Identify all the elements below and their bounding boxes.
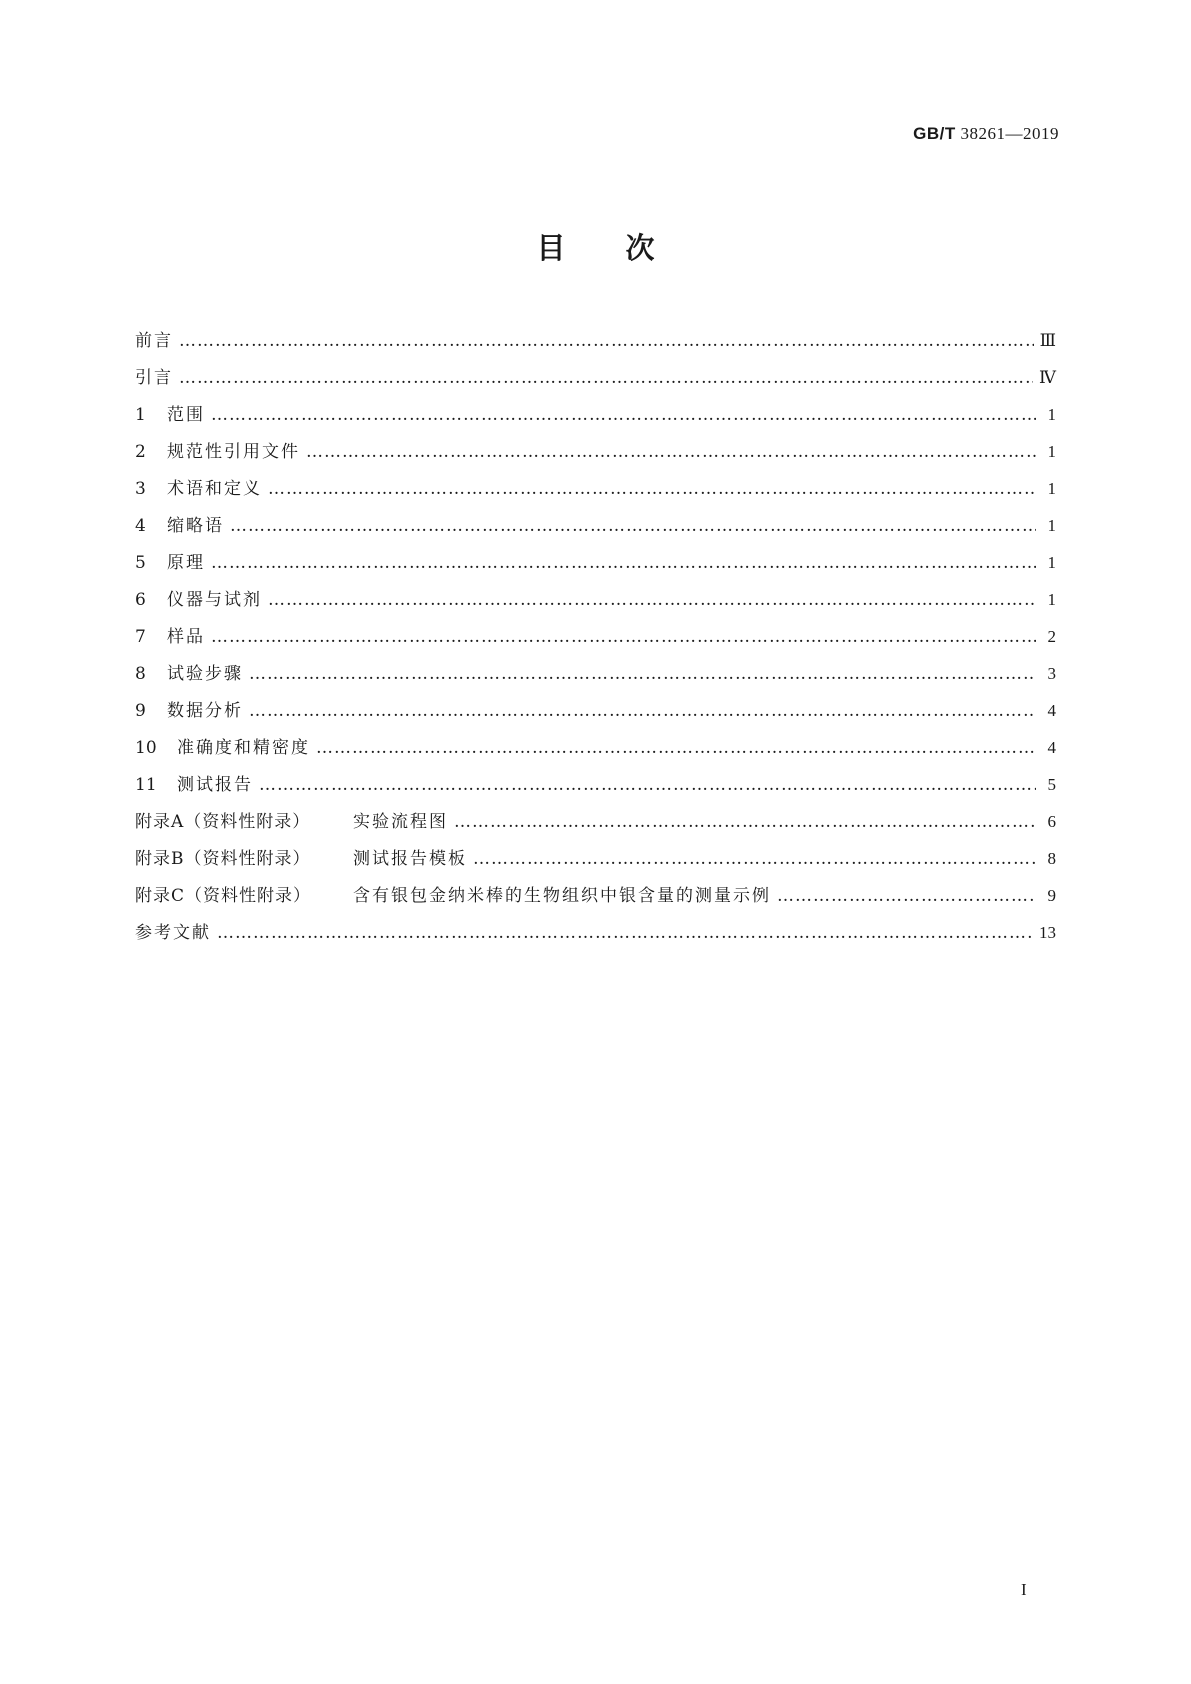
toc-entry-number: 9	[135, 701, 146, 721]
toc-entry-number: 7	[135, 627, 146, 647]
toc-dot-leader	[217, 915, 1033, 952]
toc-entry-number: 10	[135, 738, 157, 758]
toc-entry-label: 前言	[135, 331, 173, 351]
toc-dot-leader	[211, 397, 1036, 434]
standard-number: 38261—2019	[960, 124, 1059, 143]
standard-code	[913, 124, 1059, 144]
toc-entry-9[interactable]	[135, 692, 1056, 729]
toc-entry-number: 5	[135, 553, 146, 573]
toc-entry-appendix-a[interactable]	[135, 803, 1056, 840]
toc-entry-page: 3	[1047, 664, 1056, 683]
toc-entry-7[interactable]	[135, 618, 1056, 655]
toc-entry-number: 1	[135, 405, 146, 425]
toc-entry-label: 含有银包金纳米棒的生物组织中银含量的测量示例	[353, 886, 771, 906]
toc-entry-label: 引言	[135, 368, 173, 388]
toc-dot-leader	[211, 545, 1036, 582]
standard-prefix: GB/T	[913, 124, 956, 143]
toc-dot-leader	[249, 656, 1036, 693]
toc-entry-label: 样品	[167, 627, 205, 647]
toc-entry-page: 1	[1047, 405, 1056, 424]
toc-entry-number: 4	[135, 516, 146, 536]
toc-entry-label: 规范性引用文件	[167, 442, 300, 462]
toc-dot-leader	[777, 878, 1036, 915]
toc-entry-number: 2	[135, 442, 146, 462]
toc-entry-page: 1	[1047, 442, 1056, 461]
toc-dot-leader	[306, 434, 1036, 471]
toc-dot-leader	[473, 841, 1036, 878]
toc-entry-page: 1	[1047, 590, 1056, 609]
toc-dot-leader	[179, 323, 1034, 360]
toc-entry-6[interactable]	[135, 581, 1056, 618]
toc-dot-leader	[249, 693, 1036, 730]
toc-entry-page: 4	[1047, 701, 1056, 720]
page-number: I	[1021, 1580, 1027, 1599]
toc-entry-page: Ⅳ	[1039, 368, 1056, 387]
toc-entry-11[interactable]	[135, 766, 1056, 803]
toc-entry-number: 3	[135, 479, 146, 499]
toc-entry-8[interactable]	[135, 655, 1056, 692]
toc-entry-label: 数据分析	[167, 701, 243, 721]
toc-dot-leader	[268, 582, 1036, 619]
toc-entry-number: 6	[135, 590, 146, 610]
toc-dot-leader	[259, 767, 1036, 804]
toc-entry-page: 2	[1047, 627, 1056, 646]
toc-dot-leader	[230, 508, 1036, 545]
toc-dot-leader	[454, 804, 1036, 841]
table-of-contents	[135, 322, 1056, 951]
toc-entry-label: 术语和定义	[167, 479, 262, 499]
toc-entry-introduction[interactable]	[135, 359, 1056, 396]
toc-entry-10[interactable]	[135, 729, 1056, 766]
toc-entry-appendix-c[interactable]	[135, 877, 1056, 914]
toc-entry-label: 实验流程图	[353, 812, 448, 832]
toc-appendix-tag: 附录B（资料性附录）	[135, 849, 311, 869]
toc-entry-page: 1	[1047, 516, 1056, 535]
toc-entry-references[interactable]	[135, 914, 1056, 951]
toc-entry-page: 9	[1047, 886, 1056, 905]
toc-entry-page: 1	[1047, 479, 1056, 498]
toc-entry-label: 仪器与试剂	[167, 590, 262, 610]
toc-entry-page: 5	[1047, 775, 1056, 794]
toc-entry-label: 范围	[167, 405, 205, 425]
toc-entry-page: 13	[1039, 923, 1056, 942]
toc-entry-label: 原理	[167, 553, 205, 573]
toc-entry-3[interactable]	[135, 470, 1056, 507]
toc-dot-leader	[179, 360, 1033, 397]
toc-entry-page: 1	[1047, 553, 1056, 572]
toc-appendix-tag: 附录C（资料性附录）	[135, 886, 312, 906]
toc-entry-number: 8	[135, 664, 146, 684]
toc-dot-leader	[316, 730, 1036, 767]
toc-entry-4[interactable]	[135, 507, 1056, 544]
toc-entry-foreword[interactable]	[135, 322, 1056, 359]
toc-entry-appendix-b[interactable]	[135, 840, 1056, 877]
toc-entry-page: 6	[1047, 812, 1056, 831]
toc-appendix-tag: 附录A（资料性附录）	[135, 812, 311, 832]
toc-dot-leader	[211, 619, 1036, 656]
page-title: 目次	[536, 231, 715, 265]
toc-entry-page: 8	[1047, 849, 1056, 868]
toc-entry-number: 11	[135, 775, 157, 795]
toc-entry-label: 缩略语	[167, 516, 224, 536]
toc-entry-label: 测试报告模板	[353, 849, 467, 869]
toc-entry-label: 测试报告	[177, 775, 253, 795]
toc-entry-page: 4	[1047, 738, 1056, 757]
toc-entry-label: 准确度和精密度	[177, 738, 310, 758]
toc-dot-leader	[268, 471, 1036, 508]
toc-entry-1[interactable]	[135, 396, 1056, 433]
toc-entry-label: 参考文献	[135, 923, 211, 943]
toc-entry-2[interactable]	[135, 433, 1056, 470]
toc-entry-page: Ⅲ	[1039, 331, 1056, 350]
toc-entry-label: 试验步骤	[167, 664, 243, 684]
toc-entry-5[interactable]	[135, 544, 1056, 581]
